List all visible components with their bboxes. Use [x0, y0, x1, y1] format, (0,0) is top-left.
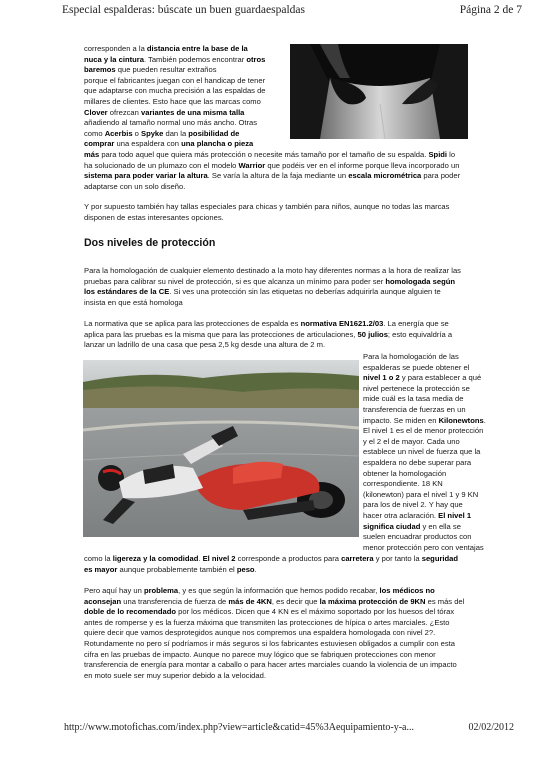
- bold-run: El nivel 2: [202, 554, 236, 563]
- text-line: [84, 129, 290, 140]
- text-run: transferencia de fuerzas en un: [363, 404, 466, 414]
- text-run: corresponden a la: [84, 44, 147, 53]
- text-run: en moto suele ser muy superior debido a la velocidad.: [84, 670, 266, 680]
- text-run: añadiendo al tamaño normal uno más ancho. Otras: [84, 118, 258, 128]
- text-line: [363, 384, 533, 395]
- text-line: [363, 469, 533, 480]
- text-run: dan la: [163, 128, 189, 138]
- text-run: y en ella se: [420, 521, 461, 531]
- bold-run: los médicos no: [379, 586, 435, 595]
- bold-run: nivel 1 o 2: [363, 373, 400, 383]
- bold-run: más: [84, 150, 100, 159]
- bold-run: la máxima protección de 9KN: [319, 596, 426, 606]
- levels-sidebar-text: [363, 352, 533, 553]
- text-line: [84, 660, 516, 671]
- text-run: para los de nivel 2. Y hay que: [363, 500, 463, 510]
- bold-run: posibilidad de: [188, 128, 240, 138]
- text-run: menor protección pero con ventajas: [363, 542, 484, 552]
- bold-run: otros: [246, 54, 266, 64]
- text-run: o: [132, 128, 141, 138]
- text-line: [84, 586, 516, 597]
- footer-url: http://www.motofichas.com/index.php?view=article&catid=45%3Aequipamiento-y-a...: [64, 722, 414, 733]
- text-line: [84, 118, 290, 129]
- intro-paragraph: [84, 44, 290, 150]
- text-line: [84, 319, 516, 330]
- text-run: lanzar un ladrillo de una casa que pesa 2,5 kg desde una altura de 2 m.: [84, 340, 326, 350]
- text-run: aunque probablemente también el: [117, 564, 237, 574]
- bold-run: Spidi: [428, 150, 448, 159]
- text-line: [84, 597, 516, 608]
- text-line: [84, 554, 516, 565]
- bold-run: es mayor: [84, 564, 118, 574]
- bold-run: comprar: [84, 139, 115, 149]
- text-run: y para establecer a qué: [399, 373, 482, 383]
- back-protector-photo: [290, 44, 468, 139]
- bold-run: peso: [236, 564, 255, 574]
- text-run: Para la homologación de cualquier elemento destinado a la moto hay diferentes normas a la hora de realizar las: [84, 266, 461, 275]
- bold-run: nuca y la cintura: [84, 54, 144, 64]
- bold-run: carretera: [341, 554, 374, 563]
- text-run: para poder: [421, 171, 461, 181]
- text-run: Rotundamente no pero sí podríamos ir más seguros si los fabricantes estuviesen obligados a cumplir con esta: [84, 638, 456, 648]
- text-run: una transferencia de fuerza de: [121, 596, 229, 606]
- text-line: [363, 543, 533, 554]
- text-run: espalderas se puede obtener el: [363, 362, 470, 372]
- text-line: [84, 65, 290, 76]
- text-line: [84, 161, 516, 172]
- text-line: [84, 650, 516, 661]
- bold-run: variantes de una misma talla: [141, 107, 245, 117]
- text-line: [363, 363, 533, 374]
- text-line: [84, 55, 290, 66]
- text-run: que adaptarse con mucha precisión a las espaldas de: [84, 86, 266, 96]
- bold-run: sistema para poder variar la altura: [84, 171, 208, 181]
- text-run: La normativa que se aplica para las protecciones de espalda es: [84, 319, 301, 328]
- bold-run: Spyke: [141, 128, 164, 138]
- text-run: . También podemos encontrar: [143, 54, 247, 64]
- bold-run: normativa EN1621.2/03: [300, 319, 384, 328]
- text-run: (kilonewton) para el nivel 1 y 9 KN: [363, 489, 479, 499]
- text-line: [84, 639, 516, 650]
- text-run: lo: [447, 150, 456, 159]
- text-run: correspondiente. 18 KN: [363, 479, 443, 489]
- bold-run: homologada según: [385, 276, 456, 286]
- text-run: mide cuál es la tasa media de: [363, 394, 464, 404]
- bold-run: Acerbis: [104, 128, 133, 138]
- text-run: antes de romperse y es la fuerza máxima que transmiten las protecciones de hípica o artes marciales. ¿Esto: [84, 617, 450, 627]
- page-number: Página 2 de 7: [459, 4, 522, 16]
- levels-continuation: [84, 554, 516, 575]
- text-line: [84, 171, 516, 182]
- page-header: [62, 2, 522, 18]
- text-line: [84, 628, 516, 639]
- text-run: establece un nivel de fuerza que la: [363, 447, 481, 457]
- problem-paragraph: [84, 586, 516, 681]
- text-line: [363, 416, 533, 427]
- text-line: [84, 150, 516, 161]
- text-run: por los médicos. Dicen que 4 KN es el máximo soportado por los huesos del tórax: [175, 607, 455, 617]
- footer-date: 02/02/2012: [468, 722, 514, 733]
- page-footer: [64, 722, 514, 733]
- text-line: [84, 340, 516, 351]
- bold-run: El nivel 1: [438, 510, 472, 520]
- text-line: [363, 479, 533, 490]
- text-line: [363, 522, 533, 533]
- text-run: ; esto equivaldría a: [387, 329, 453, 339]
- bold-run: baremos: [84, 65, 116, 75]
- text-line: [84, 607, 516, 618]
- text-line: [363, 511, 533, 522]
- text-run: ha solucionado de un plumazo con el modelo: [84, 160, 239, 170]
- text-line: [84, 298, 516, 309]
- text-run: porque el fabricantes juegan con el handicap de tener: [84, 75, 266, 85]
- text-line: [84, 277, 516, 288]
- bold-run: más de 4KN: [228, 596, 272, 606]
- homologation-paragraph: [84, 266, 516, 308]
- bold-run: Clover: [84, 107, 108, 117]
- bold-run: significa ciudad: [363, 521, 421, 531]
- text-run: Pero aquí hay un: [84, 586, 144, 595]
- text-line: [84, 330, 516, 341]
- text-run: Y por supuesto también hay tallas especiales para chicas y también para niños, aunque no todas las marcas: [84, 202, 450, 211]
- text-line: [84, 618, 516, 629]
- bold-run: Kilonewtons: [438, 415, 484, 425]
- text-line: [84, 565, 516, 576]
- text-line: [84, 139, 290, 150]
- text-line: [84, 44, 290, 55]
- text-run: espaldera no debe superar para: [363, 457, 472, 467]
- text-run: ofrezcan: [107, 107, 141, 117]
- text-run: y el 2 el de mayor. Cada uno: [363, 436, 460, 446]
- bold-run: ligereza y la comodidad: [112, 554, 199, 563]
- text-run: como la: [84, 554, 113, 563]
- text-line: [84, 97, 290, 108]
- text-line: [84, 202, 516, 213]
- text-run: es más del: [425, 596, 465, 606]
- intro-continuation: [84, 150, 516, 192]
- text-run: como: [84, 128, 105, 138]
- text-run: El nivel 1 es el de menor protección: [363, 426, 484, 436]
- section-heading: Dos niveles de protección: [84, 237, 216, 249]
- bold-run: Warrior: [238, 160, 266, 170]
- text-run: nivel pertenece la protección se: [363, 383, 470, 393]
- text-run: corresponde a productos para: [235, 554, 342, 563]
- text-run: disponen de estas interesantes opciones.: [84, 212, 224, 222]
- text-line: [363, 352, 533, 363]
- text-run: transferencia de energía para montar a caballo o para hacer artes marciales cuando la violencia de un impacto: [84, 660, 457, 670]
- bold-run: problema: [143, 586, 179, 595]
- text-line: [84, 76, 290, 87]
- bold-run: escala micrométrica: [348, 171, 422, 181]
- text-line: [363, 373, 533, 384]
- bold-run: doble de lo recomendado: [84, 607, 176, 617]
- text-line: [363, 405, 533, 416]
- text-line: [84, 266, 516, 277]
- text-run: millares de clientes. Esto hace que las marcas como: [84, 96, 261, 106]
- text-run: hacer otra aclaración.: [363, 510, 439, 520]
- text-run: que pueden resultar extraños: [115, 65, 217, 75]
- bold-run: distancia entre la base de la: [146, 44, 248, 53]
- text-run: impacto. Se miden en: [363, 415, 439, 425]
- text-run: que podéis ver en el informe porque lleva incorporado un: [265, 160, 460, 170]
- bold-run: aconsejan: [84, 596, 122, 606]
- text-run: Para la homologación de las: [363, 352, 459, 361]
- text-run: para todo aquel que quiera más protección o necesite más tamaño por el tamaño de su espalda.: [99, 150, 429, 159]
- text-run: , y es que según la información que hemos podido recabar,: [178, 586, 380, 595]
- text-line: [363, 394, 533, 405]
- regulation-paragraph: [84, 319, 516, 351]
- text-line: [84, 182, 516, 193]
- text-line: [84, 287, 516, 298]
- text-run: .: [483, 415, 486, 425]
- text-run: . La energía que se: [383, 319, 449, 328]
- text-line: [363, 437, 533, 448]
- text-line: [363, 490, 533, 501]
- text-run: obtener la homologación: [363, 468, 447, 478]
- bold-run: seguridad: [421, 554, 459, 563]
- text-run: . Se varía la altura de la faja mediante un: [207, 171, 349, 181]
- bold-run: 50 julios: [357, 329, 388, 339]
- sizes-paragraph: [84, 202, 516, 223]
- bold-run: los estándares de la CE: [84, 287, 170, 297]
- text-run: aplica para las pruebas es la misma que para las protecciones de articulaciones,: [84, 329, 358, 339]
- text-line: [363, 447, 533, 458]
- text-line: [363, 532, 533, 543]
- text-run: .: [254, 564, 257, 574]
- text-line: [363, 458, 533, 469]
- text-line: [363, 426, 533, 437]
- motorcycle-crash-photo: [83, 360, 359, 537]
- text-line: [84, 86, 290, 97]
- text-run: .: [198, 554, 203, 563]
- text-line: [363, 500, 533, 511]
- text-run: quiere decir que vamos desprotegidos aunque nos compremos una espaldera homologada con nivel 2?.: [84, 628, 436, 638]
- text-line: [84, 213, 516, 224]
- text-run: suelen encuadrar productos con: [363, 532, 472, 542]
- bold-run: una plancha o pieza: [181, 139, 254, 149]
- text-run: . Si ves una protección sin las etiquetas no deberías adquirirla aunque alguien te: [169, 287, 441, 297]
- text-run: , es decir que: [271, 596, 320, 606]
- text-run: adaptarse con un solo diseño.: [84, 181, 186, 191]
- text-run: y por tanto la: [373, 554, 422, 563]
- text-line: [84, 671, 516, 682]
- header-title: Especial espalderas: búscate un buen guardaespaldas: [62, 4, 305, 16]
- text-run: insista en que está homologa: [84, 297, 183, 307]
- text-run: cifra en las pruebas de impacto. Aunque no parece muy lógico que se fabriquen protecciones con menor: [84, 649, 436, 659]
- text-run: una espaldera con: [114, 139, 182, 149]
- text-run: pruebas para calibrar su nivel de protección, si es que alcanza un mínimo para poder ser: [84, 276, 386, 286]
- text-line: [84, 108, 290, 119]
